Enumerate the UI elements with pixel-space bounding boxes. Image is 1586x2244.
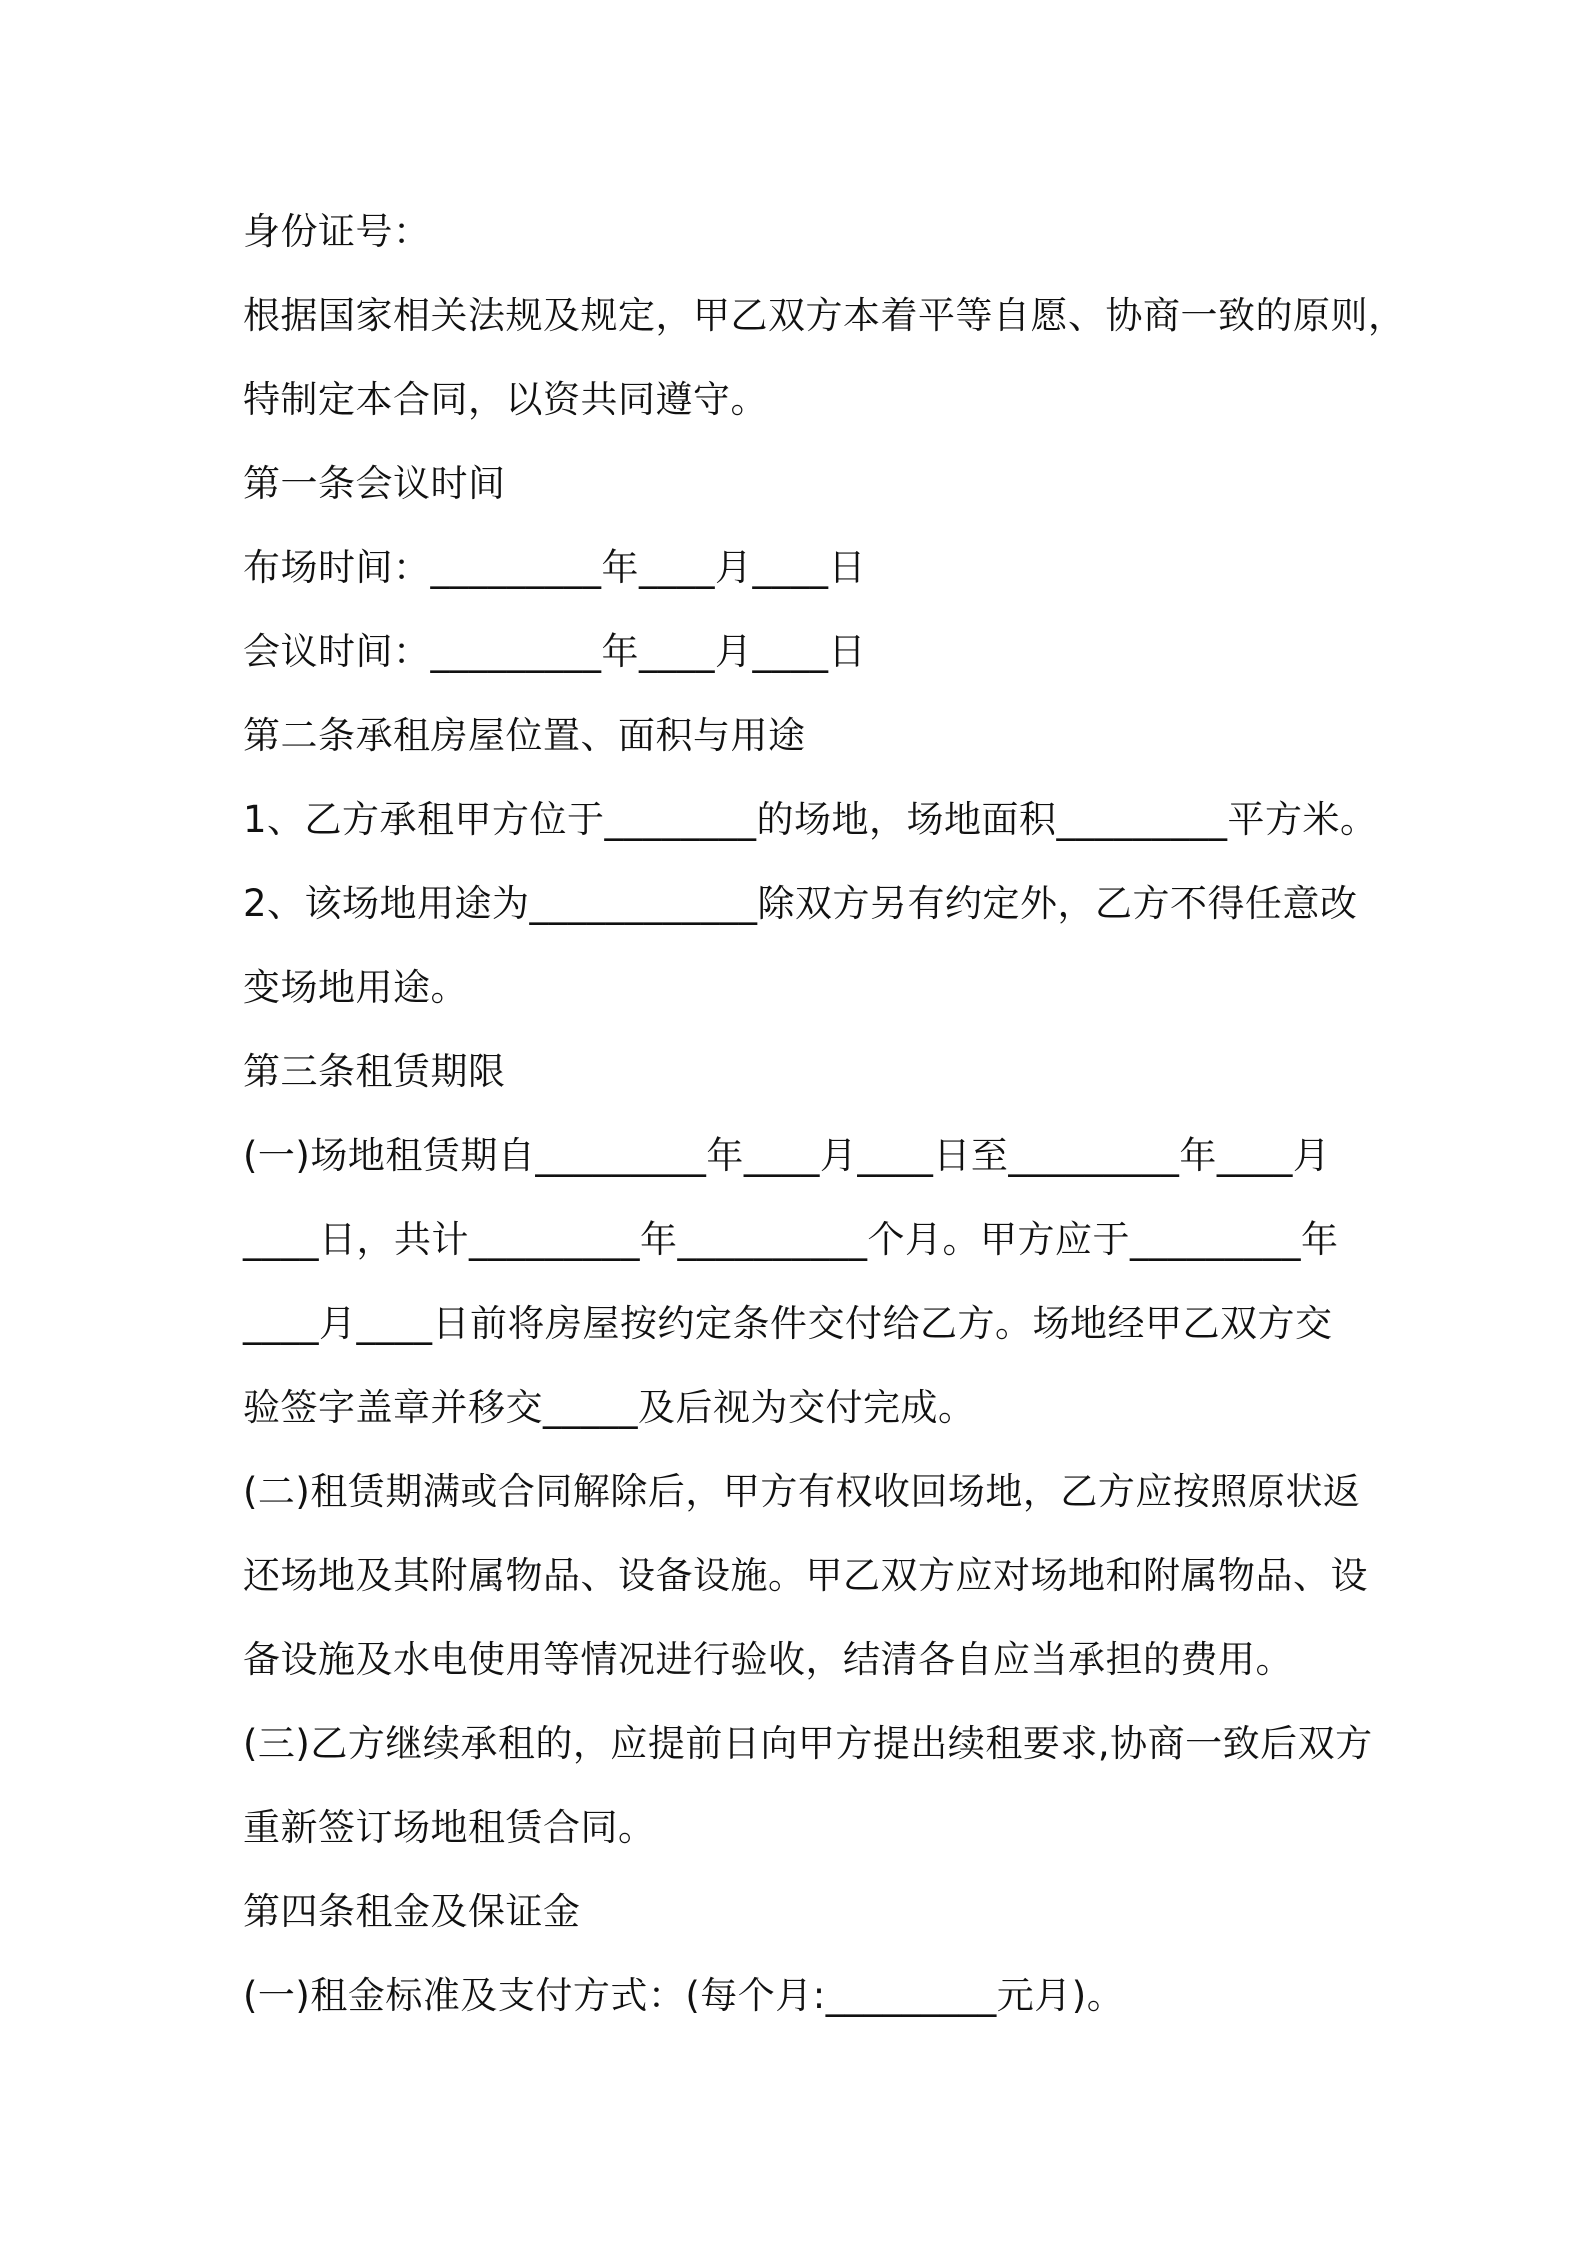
document-body [243, 190, 1406, 2038]
article-3-clause-1-line-2: ____日，共计_________年__________个月。甲方应于_________年 [243, 1218, 1339, 1261]
article-3-clause-2-line-3: 备设施及水电使用等情况进行验收，结清各自应当承担的费用。 [243, 1638, 1293, 1681]
article-3-clause-2-line-2: 还场地及其附属物品、设备设施。甲乙双方应对场地和附属物品、设 [243, 1554, 1368, 1597]
article-2-item-1: 1、乙方承租甲方位于________的场地，场地面积_________平方米。 [243, 798, 1378, 841]
article-4-heading: 第四条租金及保证金 [243, 1890, 581, 1933]
article-3-clause-1-line-1: (一)场地租赁期自_________年____月____日至_________年____月 [243, 1134, 1331, 1177]
article-3-clause-1-line-4: 验签字盖章并移交_____及后视为交付完成。 [243, 1386, 976, 1429]
article-2-heading: 第二条承租房屋位置、面积与用途 [243, 714, 806, 757]
article-3-heading: 第三条租赁期限 [243, 1050, 506, 1093]
meeting-time-line: 会议时间：_________年____月____日 [243, 630, 866, 673]
article-3-clause-1-line-3: ____月____日前将房屋按约定条件交付给乙方。场地经甲乙双方交 [243, 1302, 1333, 1345]
article-3-clause-2-line-1: (二)租赁期满或合同解除后，甲方有权收回场地，乙方应按照原状返 [243, 1470, 1361, 1513]
article-4-clause-1: (一)租金标准及支付方式：(每个月:_________元月)。 [243, 1974, 1125, 2017]
article-2-item-2-line-1: 2、该场地用途为____________除双方另有约定外，乙方不得任意改 [243, 882, 1358, 925]
article-3-clause-3-line-1: (三)乙方继续承租的，应提前日向甲方提出续租要求,协商一致后双方 [243, 1722, 1373, 1765]
setup-time-line: 布场时间：_________年____月____日 [243, 546, 866, 589]
article-3-clause-3-line-2: 重新签订场地租赁合同。 [243, 1806, 656, 1849]
preamble-line-2: 特制定本合同，以资共同遵守。 [243, 378, 768, 421]
article-1-heading: 第一条会议时间 [243, 462, 506, 505]
article-2-item-2-line-2: 变场地用途。 [243, 966, 468, 1009]
id-number-label: 身份证号： [243, 210, 431, 253]
preamble-line-1: 根据国家相关法规及规定，甲乙双方本着平等自愿、协商一致的原则， [243, 294, 1406, 337]
